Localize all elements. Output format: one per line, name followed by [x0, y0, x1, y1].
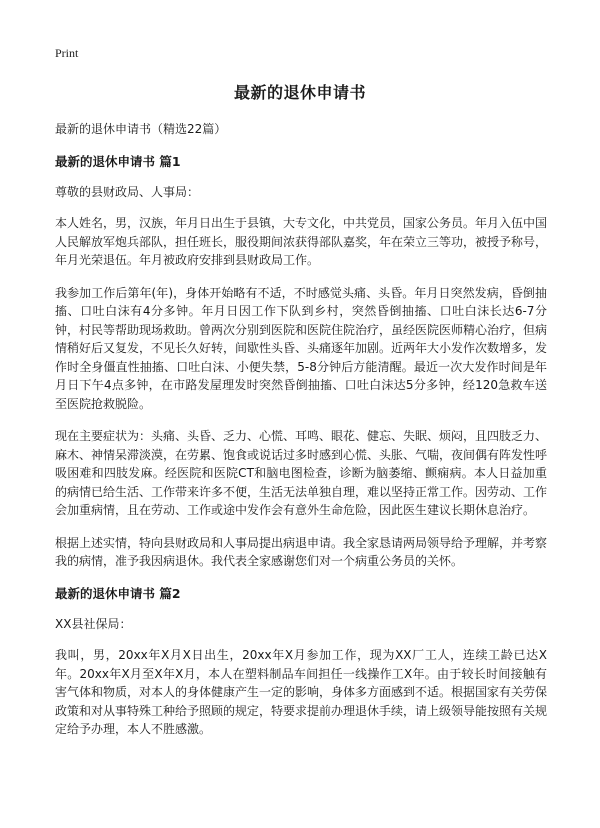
section-1-paragraph: 我参加工作后第年(年)，身体开始略有不适，不时感觉头痛、头昏。年月日突然发病，昏倒抽搐、口吐白沫有4分多钟。年月日因工作下队到乡村，突然昏倒抽搐、口吐白沫长达6-7分钟，村民等帮助现场救助。曾两次分别到医院和医院住院治疗，虽经医院医师精心治疗，但病情稍好后又复发，不见长久好转，间歇性头昏、头痛逐年加剧。近两年大小发作次数增多，发作时全身僵直性抽搐、口吐白沫、小便失禁，5-8分钟后方能清醒。最近一次大发作时间是年月日下午4点多钟，在市路发屋理发时突然昏倒抽搐、口吐白沫达5分多钟，经120急救车送至医院抢救脱险。 [55, 285, 548, 411]
document-body [55, 120, 547, 753]
section-2-paragraph: 我叫，男，20xx年X月X日出生，20xx年X月参加工作，现为XX厂工人，连续工龄已达X年。20xx年X月至X年X月，本人在塑料制品车间担任一线操作工X年。由于较长时间接触有害气体和物质，对本人的身体健康产生一定的影响，身体多方面感到不适。根据国家有关劳保政策和对从事特殊工种给予照顾的规定，特要求提前办理退休手续，请上级领导能按照有关规定给予办理，本人不胜感激。 [55, 648, 548, 736]
section-heading-1: 最新的退休申请书 篇1 [55, 153, 181, 169]
section-heading-2: 最新的退休申请书 篇2 [55, 585, 181, 601]
section-1-paragraph: 现在主要症状为：头痛、头昏、乏力、心慌、耳鸣、眼花、健忘、失眠、烦闷，且四肢乏力、麻木、神情呆滞淡漠，在劳累、饱食或说话过多时感到心慌、头胀、气喘，夜间偶有阵发性呼吸困难和四肢发麻。经医院和医院CT和脑电图检查，诊断为脑萎缩、颤痫病。本人日益加重的病情已给生活、工作带来许多不便，生活无法单独自理，难以坚持正常工作。因劳动、工作会加重病情，且在劳动、工作或途中发作会有意外生命危险，因此医生建议长期休息治疗。 [55, 429, 548, 517]
print-link[interactable]: Print [55, 46, 79, 60]
page-title: 最新的退休申请书 [233, 83, 366, 102]
section-1-paragraph: 本人姓名，男，汉族，年月日出生于县镇，大专文化，中共党员，国家公务员。年月入伍中国人民解放军炮兵部队，担任班长，服役期间浓获得部队嘉奖，年在荣立三等功，被授予称号，年月光荣退伍。年月被政府安排到县财政局工作。 [55, 216, 548, 267]
section-1-paragraph: 根据上述实情，特向县财政局和人事局提出病退申请。我全家恳请两局领导给予理解，并考察我的病情，准予我因病退休。我代表全家感谢您们对一个病重公务员的关怀。 [55, 535, 548, 568]
section-greeting-1: 尊敬的县财政局、人事局： [55, 184, 200, 199]
section-greeting-2: XX县社保局： [55, 616, 132, 631]
document-subtitle: 最新的退休申请书（精选22篇） [55, 122, 227, 136]
